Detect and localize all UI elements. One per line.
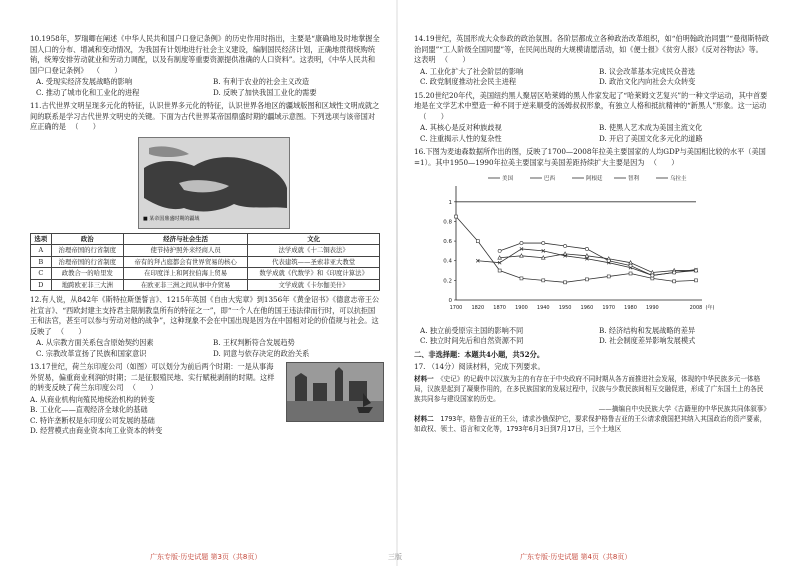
y-tick-label: 0.4 — [443, 258, 452, 265]
data-point-巴西 — [695, 279, 698, 282]
data-point-巴西 — [520, 277, 523, 280]
x-tick-label: 2008 — [689, 305, 703, 311]
data-point-乌拉圭 — [563, 244, 566, 247]
table-cell: A — [31, 245, 52, 257]
table-header: 政治 — [51, 233, 123, 245]
section-2-title: 二、非选择题：本题共4小题，共52分。 — [414, 349, 545, 359]
option-d[interactable]: D. 反映了加快我国工业化的需要 — [213, 87, 317, 97]
table-cell: 法学成就《十二铜表法》 — [248, 245, 380, 257]
x-tick-label: 1900 — [515, 305, 528, 311]
question-stem: 有人说，从842年《斯特拉斯堡誓言》、1215年英国《自由大宪章》到1356年《黄金诏书》《德意志帝王公社宣言》、“西欧封建主支持君主限制教皇所有的特征之一”，即“一个人在他的国王违法律而行时，可以抗拒国王和法官，甚至可以参与劳动对他的战争”，这种现象不会在中国出现是因为在中国相对论的价值规与社会。这反映了 — [30, 295, 380, 336]
data-point-乌拉圭 — [694, 269, 697, 272]
option-b[interactable]: B. 工业化——直观经济全球化的基础 — [30, 405, 148, 414]
y-tick-label: 1 — [448, 199, 452, 206]
data-point-巴西 — [629, 272, 632, 275]
legend-label: 阿根廷 — [586, 176, 603, 182]
question-12 — [30, 295, 382, 337]
table-row[interactable] — [31, 245, 380, 257]
q12-options — [36, 338, 382, 359]
table-header-row — [31, 233, 380, 245]
data-point-阿根廷 — [520, 254, 524, 257]
legend-label: 美国 — [502, 176, 514, 182]
q13-options — [30, 395, 278, 437]
y-tick-label: 0.8 — [443, 219, 452, 226]
right-page — [414, 34, 770, 434]
answer-paren: （ ） — [419, 111, 448, 121]
q14-options — [420, 67, 770, 88]
table-header: 文化 — [248, 233, 380, 245]
question-13-block — [30, 362, 382, 437]
empire-map-image — [138, 137, 290, 229]
data-point-乌拉圭 — [498, 249, 501, 252]
page-crease — [396, 0, 398, 566]
footer-left: 广东专版·历史试题 第3页（共8页） — [150, 553, 262, 561]
material-2 — [414, 414, 770, 434]
option-b[interactable]: B. 有利于农业的社会主义改造 — [213, 77, 310, 86]
data-point-巴西 — [476, 240, 479, 243]
option-a[interactable]: A. 工业化扩大了社会阶层的影响 — [420, 66, 524, 76]
question-11 — [30, 101, 382, 133]
table-cell: 地跨欧亚非三大洲 — [51, 279, 123, 291]
option-c[interactable]: C. 宗教改革宣扬了民族和国家意识 — [36, 348, 147, 358]
y-tick-label: 0 — [448, 298, 452, 304]
gdp-line-chart-wrapper — [428, 170, 770, 324]
option-c[interactable]: C. 推动了城市化和工业化的进程 — [36, 87, 140, 97]
question-number: 12. — [30, 295, 42, 304]
x-tick-label: 1700 — [449, 305, 463, 311]
x-tick-label: 1980 — [624, 305, 637, 311]
question-stem: 17世纪，荷兰东印度公司（如图）可以划分为前后两个时期：一是从事海外贸易，偏重商业利润的时期；二是征服殖民地、实行赋税剥削的时期。这样的转变反映了荷兰东印度公司 — [30, 362, 275, 392]
table-cell: 政教合一的哈里发 — [51, 268, 123, 280]
table-cell: 使节持护照外来经商人员 — [124, 245, 248, 257]
answer-paren: （ ） — [92, 65, 122, 75]
question-number: 13. — [30, 362, 42, 371]
data-point-巴西 — [673, 280, 676, 283]
material-2-label: 材料二 — [414, 415, 434, 423]
question-stem: 下图为麦迪森数据所作出的图，反映了1700—2008年拉美主要国家的人均GDP与美国相比较的水平（美国=1）。其中1950—1990年拉美主要国家与美国差距持续扩大主要是因为 — [414, 147, 766, 167]
question-16 — [414, 147, 770, 168]
x-tick-label: 1970 — [602, 305, 616, 311]
series-line-巴西 — [456, 217, 696, 283]
question-number: 15. — [414, 90, 426, 100]
option-c[interactable]: C. 政党制度推动社会民主进程 — [420, 77, 517, 86]
question-stem: 20世纪20年代，美国纽约黑人聚居区哈莱姆的黑人作家发起了“哈莱姆文艺复兴”的一种文学运动，其中首要地是在文学艺术中塑造一种不同于逆来顺受的汤姆叔叔形象，有独立人格和抵抗精神的“新黑人”形象。这一运动 — [414, 90, 768, 110]
option-b[interactable]: B. 议会改革基本完成民众普选 — [599, 66, 696, 76]
data-point-乌拉圭 — [585, 247, 588, 250]
q10-options — [36, 77, 382, 98]
answer-paren: （ ） — [56, 326, 86, 336]
question-number: 11. — [30, 101, 42, 110]
material-1-source: ——摘编自中央民族大学《古籍里的中华民族共同体叙事》 — [598, 404, 770, 413]
y-tick-label: 0.2 — [443, 278, 452, 285]
option-a[interactable]: A. 独立前受原宗主国的影响不同 — [420, 325, 524, 335]
table-cell: D — [31, 279, 52, 291]
data-point-乌拉圭 — [629, 264, 632, 267]
legend-label: 智利 — [628, 176, 640, 182]
data-point-巴西 — [607, 275, 610, 278]
option-d[interactable]: D. 经营模式由商业资本向工业资本的转变 — [30, 426, 163, 435]
table-cell: 治理帝国的行省制度 — [51, 245, 123, 257]
question-number: 10. — [30, 34, 42, 43]
table-cell: 文学成就《卡尔伽美什》 — [248, 279, 380, 291]
option-d[interactable]: D. 同意与依存决定的政治关系 — [213, 348, 310, 358]
data-point-乌拉圭 — [607, 259, 610, 262]
answer-paren: （ ） — [649, 157, 679, 167]
x-tick-label: 1820 — [471, 305, 485, 311]
table-header: 选项 — [31, 233, 52, 245]
data-point-乌拉圭 — [651, 274, 654, 277]
question-17-head: 17. （14分）阅读材料，完成下列要求。 — [414, 362, 545, 371]
answer-paren: （ ） — [440, 55, 470, 64]
material-1-label: 材料一 — [414, 374, 434, 383]
data-point-巴西 — [585, 278, 588, 281]
q16-options — [420, 326, 770, 347]
q15-options — [420, 123, 770, 144]
option-d[interactable]: D. 社会制度差异影响发展模式 — [599, 336, 696, 345]
table-cell: 代表建筑——圣索菲亚大教堂 — [248, 256, 380, 268]
table-cell: C — [31, 268, 52, 280]
series-line-乌拉圭 — [500, 243, 696, 275]
data-point-巴西 — [455, 215, 458, 218]
table-cell: 在欧亚非三洲之间从事中介贸易 — [124, 279, 248, 291]
x-tick-label: 1960 — [580, 305, 594, 311]
question-10 — [30, 34, 382, 76]
x-tick-label: 1950 — [558, 305, 572, 311]
answer-paren: （ ） — [128, 383, 158, 392]
data-point-乌拉圭 — [520, 241, 523, 244]
engraving-shape — [287, 363, 383, 421]
question-14 — [414, 34, 770, 66]
material-1-text: 《史记》的记载中以汉族为主的有存在于中央政府不同时期从各方面推进社会发展，体现的中华民族多元一体格局，汉族是起到了凝聚作用的，在多民族国家的发展过程中，汉族与少数民族间相互交融促进，形成了广东国土上的各民族共同参与建设国家的历史。 — [414, 374, 764, 403]
x-tick-label: 1990 — [645, 305, 659, 311]
question-13 — [30, 362, 278, 394]
option-a[interactable]: A. 从宗教方面关系包含原始契约因素 — [36, 338, 154, 347]
question-stem: 1958年，罗瑞卿在阐述《中华人民共和国户口登记条例》的历史作用时指出，主要是“康确地及时地掌握全国人口的分布、增减和变动情况，为我国有计划地进行社会主义建设，编制国民经济计划，正确地贯彻统购统销，统筹安排劳动就业和劳动力调配，以及有制度等重要资源提供准确的人口资料”。这表明，《中华人民共和国户口登记条例》 — [30, 34, 380, 75]
left-page — [30, 34, 382, 437]
material-1 — [414, 374, 770, 404]
legend-label: 乌拉圭 — [670, 176, 687, 182]
material-2-text: 1793年，格鲁吉亚的王公，请求沙俄保护它，要求保护格鲁吉亚的王公请求俄国把其纳入其国政治的资产要素，如政权、领土、语言和文化等，1793年6月3日到7月17日，三个土地区 — [414, 415, 767, 433]
table-cell: 在印度洋上和阿拉伯海上贸易 — [124, 268, 248, 280]
footer-center: 三版 — [388, 553, 402, 561]
option-c[interactable]: C. 特许垄断权是东印度公司发展的基础 — [30, 415, 155, 425]
question-stem: 古代世界文明呈现多元化的特征，认识世界多元化的特征，认识世界各地区的疆域版图和区域性文明成就之间的联系是学习古代世界文明史的关键。下面为古代世界某帝国鼎盛时期的疆域示意图。下列选项与该帝国对应正确的是 — [30, 101, 380, 131]
question-number: 16. — [414, 147, 426, 156]
data-point-巴西 — [564, 281, 567, 284]
x-tick-label: 1870 — [493, 305, 507, 311]
series-line-阿根廷 — [500, 254, 696, 273]
table-row[interactable] — [31, 279, 380, 291]
table-row[interactable] — [31, 256, 380, 268]
option-d[interactable]: D. 政治文化内向社会大众转变 — [599, 77, 696, 86]
option-c[interactable]: C. 注重揭示人性的复杂性 — [420, 133, 502, 143]
option-b[interactable]: B. 经济结构和发展战略的差异 — [599, 325, 696, 335]
legend-label: 巴西 — [544, 176, 556, 182]
option-d[interactable]: D. 开启了美国文化多元化的道路 — [599, 133, 703, 143]
option-table — [30, 233, 380, 292]
table-header: 经济与社会生活 — [124, 233, 248, 245]
option-c[interactable]: C. 独立时间先后和自然资源不同 — [420, 336, 524, 345]
option-a[interactable]: A. 从商业机构向殖民地统治机构的转变 — [30, 394, 155, 404]
data-point-巴西 — [498, 269, 501, 272]
table-cell: B — [31, 256, 52, 268]
table-cell: 帝有的拜占庭都会有世界贸易的核心 — [124, 256, 248, 268]
question-stem: 19世纪，英国形成大众参政的政治氛围。各阶层都成立各种政治改革组织，如“伯明翰政治同盟”“曼彻斯特政治同盟”“工人阶级全国同盟”等，在民间出现的大规模请愿活动，如《便士报》《贫穷人报》《反对谷物法》等。这表明 — [414, 34, 770, 64]
table-cell: 数学成就《代数学》和《印度计算法》 — [248, 268, 380, 280]
table-row[interactable] — [31, 268, 380, 280]
data-point-乌拉圭 — [673, 271, 676, 274]
question-number: 14. — [414, 34, 426, 43]
option-b[interactable]: B. 王权判断符合发展趋势 — [213, 338, 295, 347]
dutch-east-india-company-engraving — [286, 362, 384, 422]
footer-right: 广东专版·历史试题 第4页（共8页） — [520, 553, 632, 561]
gdp-line-chart — [428, 170, 728, 320]
data-point-巴西 — [542, 279, 545, 282]
data-point-乌拉圭 — [542, 241, 545, 244]
x-tick-label: 1940 — [536, 305, 550, 311]
answer-paren: （ ） — [71, 122, 100, 131]
y-tick-label: 0.6 — [443, 239, 452, 246]
option-b[interactable]: B. 使黑人艺术成为美国主流文化 — [599, 123, 703, 132]
option-a[interactable]: A. 受现实经济发展战略的影响 — [36, 77, 133, 86]
map-caption: ■ 某帝国鼎盛时期的疆域 — [143, 216, 200, 222]
question-15 — [414, 91, 770, 123]
x-unit-label: (年) — [705, 305, 715, 311]
table-cell: 治理帝国的行省制度 — [51, 256, 123, 268]
option-a[interactable]: A. 其核心是反对种族歧视 — [420, 123, 502, 132]
